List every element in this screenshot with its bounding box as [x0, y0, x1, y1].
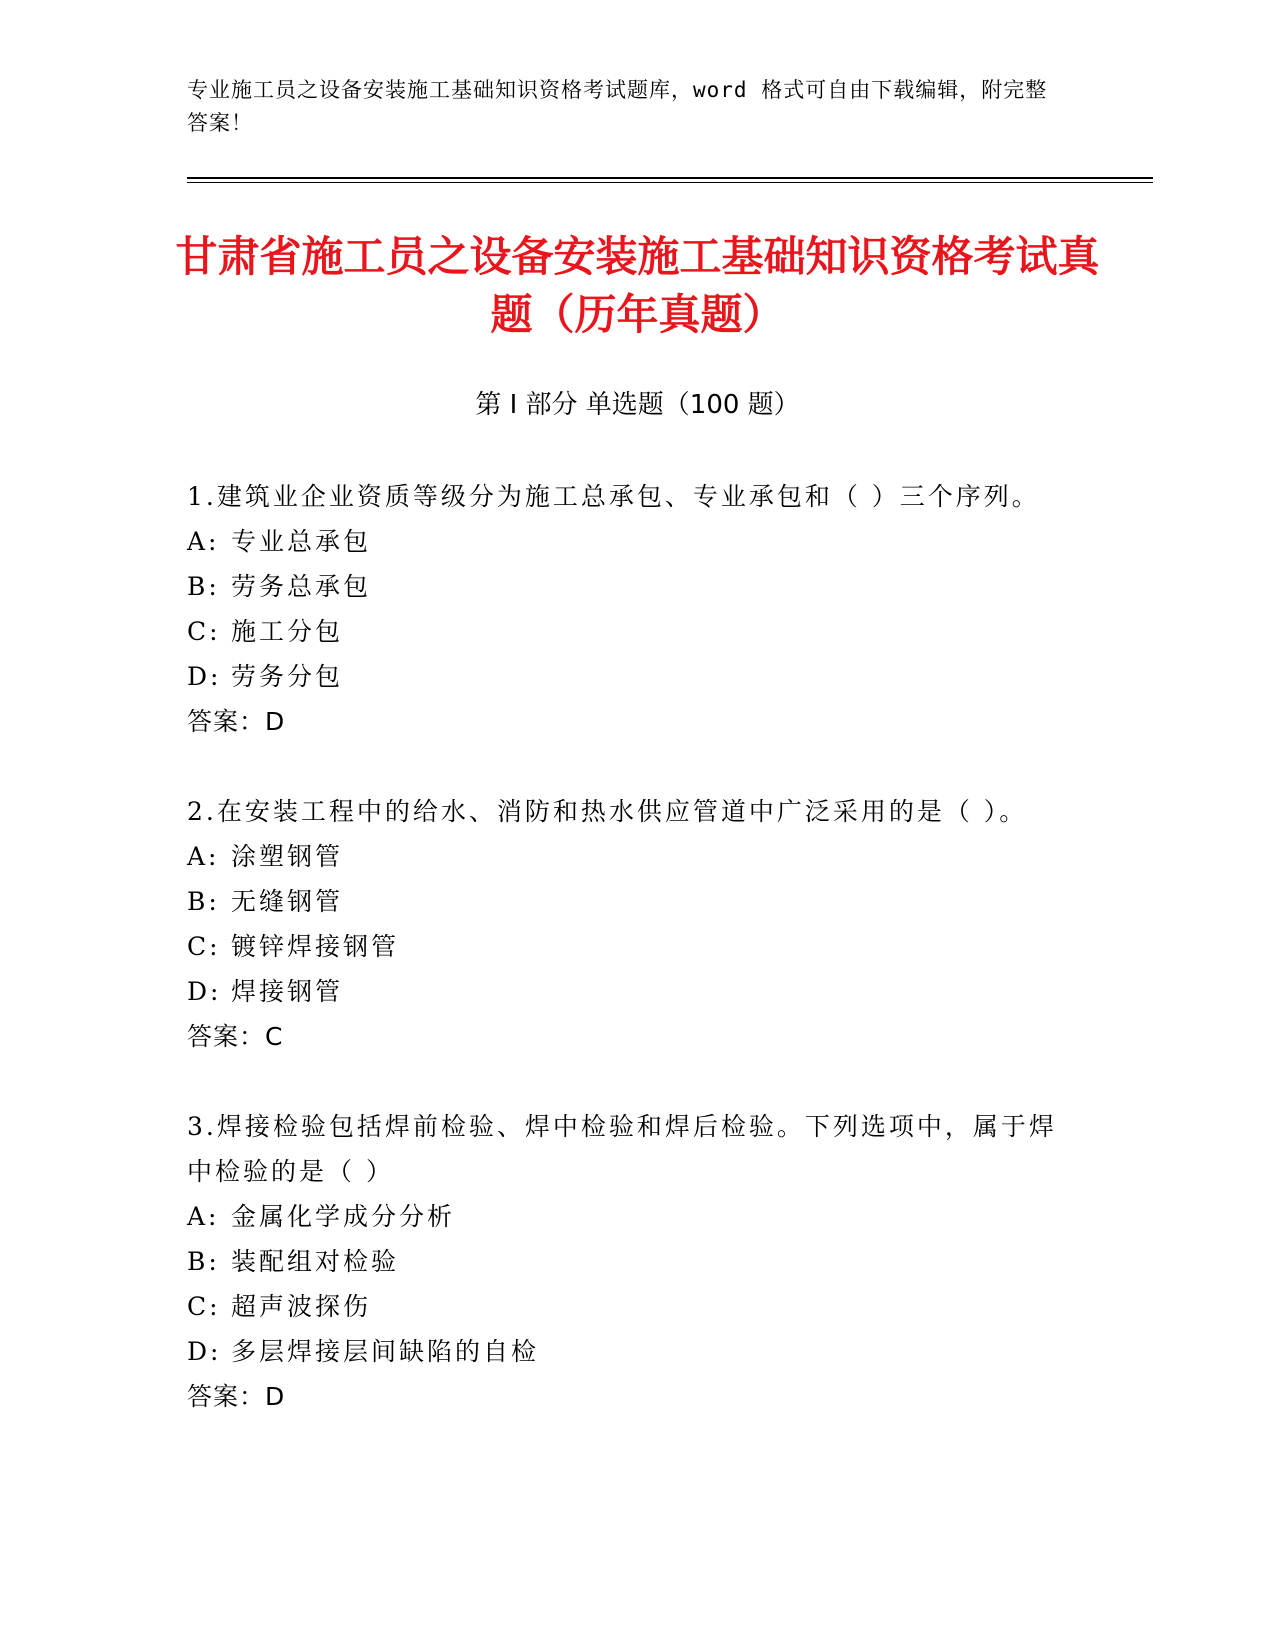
- option-d: [187, 1329, 1067, 1374]
- option-text: 装配组对检验: [231, 1247, 400, 1276]
- option-c: [187, 1284, 1067, 1329]
- option-text: 超声波探伤: [231, 1292, 372, 1321]
- header-rule-thin: [187, 182, 1153, 183]
- answer-value: D: [265, 707, 286, 736]
- option-a: [187, 1194, 1067, 1239]
- question-3: [187, 1104, 1067, 1419]
- option-key: C:: [187, 1292, 221, 1321]
- option-text: 多层焊接层间缺陷的自检: [231, 1337, 540, 1366]
- option-text: 劳务分包: [231, 662, 344, 691]
- option-c: [187, 609, 1067, 654]
- question-text: 1.建筑业企业资质等级分为施工总承包、专业承包和（ ）三个序列。: [187, 482, 1040, 511]
- option-key: D:: [187, 977, 222, 1006]
- answer-value: C: [265, 1022, 284, 1051]
- option-d: [187, 654, 1067, 699]
- answer-line: [187, 1374, 1067, 1419]
- option-key: A:: [187, 842, 220, 871]
- option-text: 无缝钢管: [231, 887, 344, 916]
- question-text: 2.在安装工程中的给水、消防和热水供应管道中广泛采用的是（ ）。: [187, 797, 1028, 826]
- question-1: [187, 474, 1067, 744]
- answer-label: 答案：: [187, 707, 266, 736]
- option-b: [187, 1239, 1067, 1284]
- option-text: 金属化学成分分析: [231, 1202, 456, 1231]
- option-b: [187, 564, 1067, 609]
- option-key: C:: [187, 932, 221, 961]
- question-2: [187, 789, 1067, 1059]
- answer-value: D: [265, 1382, 286, 1411]
- option-text: 涂塑钢管: [231, 842, 344, 871]
- option-key: C:: [187, 617, 221, 646]
- option-a: [187, 519, 1067, 564]
- answer-line: [187, 1014, 1067, 1059]
- option-a: [187, 834, 1067, 879]
- option-key: B:: [187, 887, 220, 916]
- option-c: [187, 924, 1067, 969]
- option-key: A:: [187, 527, 220, 556]
- answer-label: 答案：: [187, 1022, 266, 1051]
- header-rule-thick: [187, 177, 1153, 179]
- option-key: B:: [187, 1247, 220, 1276]
- option-key: A:: [187, 1202, 220, 1231]
- section-title: 第 I 部分 单选题（100 题）: [475, 390, 800, 420]
- document-title: 甘肃省施工员之设备安装施工基础知识资格考试真题（历年真题）: [175, 232, 1100, 339]
- answer-line: [187, 699, 1067, 744]
- option-key: B:: [187, 572, 220, 601]
- option-text: 焊接钢管: [231, 977, 344, 1006]
- question-text: 3.焊接检验包括焊前检验、焊中检验和焊后检验。下列选项中，属于焊中检验的是（ ）: [187, 1112, 1057, 1186]
- header-note: 专业施工员之设备安装施工基础知识资格考试题库，word 格式可自由下载编辑，附完整答案！: [187, 78, 1048, 135]
- option-b: [187, 879, 1067, 924]
- answer-label: 答案：: [187, 1382, 266, 1411]
- option-text: 镀锌焊接钢管: [231, 932, 400, 961]
- option-text: 劳务总承包: [231, 572, 372, 601]
- option-text: 专业总承包: [231, 527, 372, 556]
- option-text: 施工分包: [231, 617, 344, 646]
- option-key: D:: [187, 1337, 222, 1366]
- option-d: [187, 969, 1067, 1014]
- option-key: D:: [187, 662, 222, 691]
